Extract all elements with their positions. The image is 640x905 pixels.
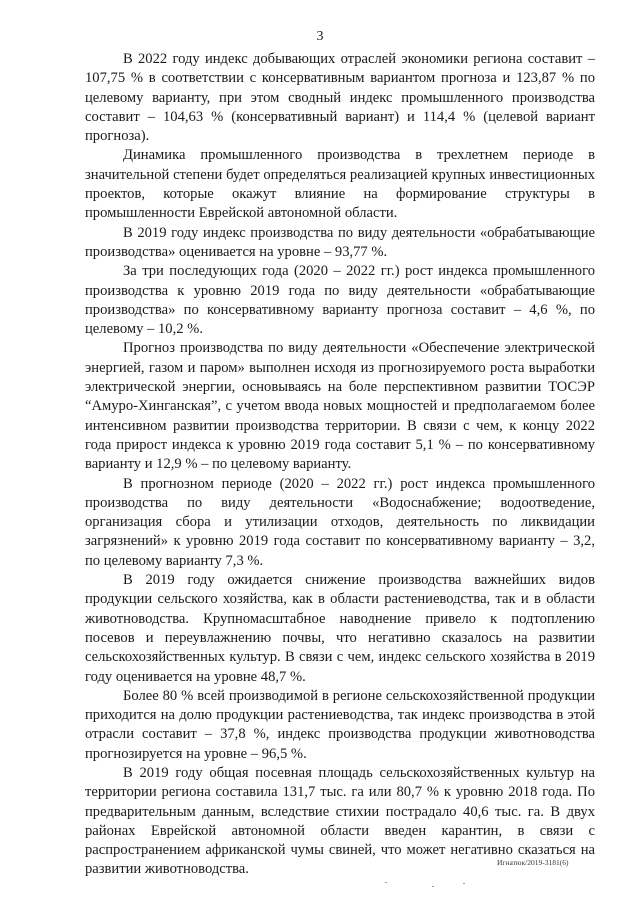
paragraph-energy-forecast: Прогноз производства по виду деятельности «Обеспечение электрической энергией, газом и паром» выполнен исходя из прогнозируемого роста выработки электрической энергии, основываясь на боле перспективном развитии ТОСЭР “Амуро-Хинганская”, с учетом ввода новых мощностей и предполагаемом более интенсивном развитии производства территории. В связи с чем, к концу 2022 года прирост индекса к уровню 2019 года составит 5,1 % – по консервативному варианту и 12,9 % – по целевому варианту. [85, 340, 595, 473]
paragraph-sown-area: В 2019 году общая посевная площадь сельскохозяйственных культур на территории региона составила 131,7 тыс. га или 80,7 % к уровню 2018 года. По предварительным данным, вследствие стихии пострадало 40,6 тыс. га. В двух районах Еврейской автономной области введен карантин, в связи с распространением африканской чумы свиней, что может негативно сказаться на развитии животноводства. [85, 764, 595, 878]
paragraph-manufacturing-2019: В 2019 году индекс производства по виду деятельности «обрабатывающие производства» оценивается на уровне – 93,77 %. [85, 224, 595, 260]
scan-artifact [432, 886, 434, 887]
paragraph-mining-index: В 2022 году индекс добывающих отраслей экономики региона составит – 107,75 % в соответствии с консервативным вариантом прогноза и 123,87 % по целевому варианту, при этом сводный индекс промышленного производства составит – 104,63 % (консервативный вариант) и 114,4 % (целевой вариант прогноза). [85, 51, 595, 145]
document-registration-code: Игнатюк/2019-3181(6) [497, 858, 569, 867]
page-number: 3 [316, 29, 324, 44]
paragraph-agriculture-decline: В 2019 году ожидается снижение производства важнейших видов продукции сельского хозяйства, как в области растениеводства, так и в области животноводства. Крупномасштабное наводнение привело к подтоплению посевов и переувлажнению почвы, что негативно сказалось на развитии сельскохозяйственных культур. В связи с чем, индекс сельского хозяйства в 2019 году оценивается на уровне 48,7 %. [85, 572, 595, 685]
scan-artifact [463, 883, 465, 884]
paragraph-manufacturing-forecast: За три последующих года (2020 – 2022 гг.) рост индекса промышленного производства к уровню 2019 года по виду деятельности «обрабатывающие производства» по консервативному варианту прогноза составит – 4,6 %, по целевому – 10,2 %. [85, 263, 595, 338]
scan-artifact [385, 882, 387, 883]
paragraph-industrial-dynamics: Динамика промышленного производства в трехлетнем периоде в значительной степени будет определяться реализацией крупных инвестиционных проектов, которые окажут влияние на формирование структуры в промышленности Еврейской автономной области. [85, 147, 595, 222]
paragraph-water-supply-forecast: В прогнозном периоде (2020 – 2022 гг.) рост индекса промышленного производства по виду деятельности «Водоснабжение; водоотведение, организация сбора и утилизации отходов, деятельность по ликвидации загрязнений» к уровню 2019 года составит по консервативному варианту – 3,2, по целевому варианту 7,3 %. [85, 475, 595, 569]
paragraph-crop-livestock-index: Более 80 % всей производимой в регионе сельскохозяйственной продукции приходится на долю продукции растениеводства, так индекс производства в этой отрасли составит – 37,8 %, индекс производства продукции животноводства прогнозируется на уровне – 96,5 %. [85, 687, 595, 762]
document-body [85, 50, 595, 880]
